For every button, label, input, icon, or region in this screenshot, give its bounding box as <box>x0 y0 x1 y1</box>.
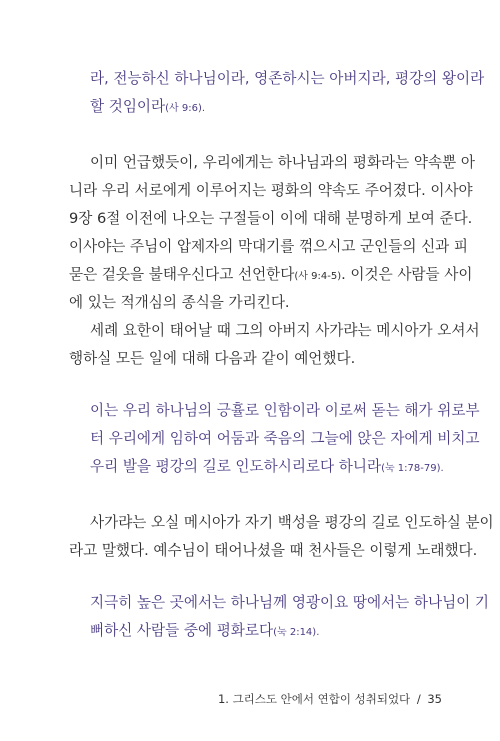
text-line: 이사야는 주님이 압제자의 막대기를 꺾으시고 군인들의 신과 피 <box>69 238 469 255</box>
text-line <box>69 265 472 287</box>
quote-line <box>90 97 205 119</box>
text-line: 세례 요한이 태어날 때 그의 아버지 사가랴는 메시아가 오셔서 <box>90 322 480 339</box>
citation: (눅 2:14). <box>273 627 320 638</box>
text-line: 니라 우리 서로에게 이루어지는 평화의 약속도 주어졌다. 이사야 <box>69 182 473 199</box>
quote-line: 지극히 높은 곳에서는 하나님께 영광이요 땅에서는 하나님이 기 <box>90 594 490 611</box>
page-number: 35 <box>427 692 442 706</box>
quote-text: 할 것임이라 <box>90 98 166 115</box>
text-line: 이미 언급했듯이, 우리에게는 하나님과의 평화라는 약속뿐 아 <box>90 154 475 171</box>
chapter-title: 1. 그리스도 안에서 연합이 성취되었다 <box>217 692 411 706</box>
quote-line <box>90 621 319 643</box>
page-footer <box>218 691 442 707</box>
citation: (눅 1:78-79). <box>381 463 444 474</box>
body-text: . 이것은 사람들 사이 <box>341 266 473 283</box>
quote-line: 터 우리에게 임하여 어둠과 죽음의 그늘에 앉은 자에게 비치고 <box>90 430 480 447</box>
citation: (사 9:4-5) <box>294 271 342 282</box>
text-line: 사가랴는 오실 메시아가 자기 백성을 평강의 길로 인도하실 분이 <box>90 514 494 531</box>
text-line: 행하실 모든 일에 대해 다음과 같이 예언했다. <box>69 350 356 367</box>
text-line: 9장 6절 이전에 나오는 구절들이 이에 대해 분명하게 보여 준다. <box>69 210 473 227</box>
text-line: 에 있는 적개심의 종식을 가리킨다. <box>69 294 290 311</box>
quote-text: 뻐하신 사람들 중에 평화로다 <box>90 622 274 639</box>
quote-line <box>90 457 444 479</box>
text-line: 라고 말했다. 예수님이 태어나셨을 때 천사들은 이렇게 노래했다. <box>69 542 478 559</box>
body-text: 묻은 겉옷을 불태우신다고 선언한다 <box>69 266 295 283</box>
footer-separator: / <box>416 692 421 706</box>
citation: (사 9:6). <box>165 103 206 114</box>
quote-line: 이는 우리 하나님의 긍휼로 인함이라 이로써 돋는 해가 위로부 <box>90 402 480 419</box>
quote-text: 우리 발을 평강의 길로 인도하시리로다 하니라 <box>90 458 382 475</box>
quote-line: 라, 전능하신 하나님이라, 영존하시는 아버지라, 평강의 왕이라 <box>90 70 485 87</box>
